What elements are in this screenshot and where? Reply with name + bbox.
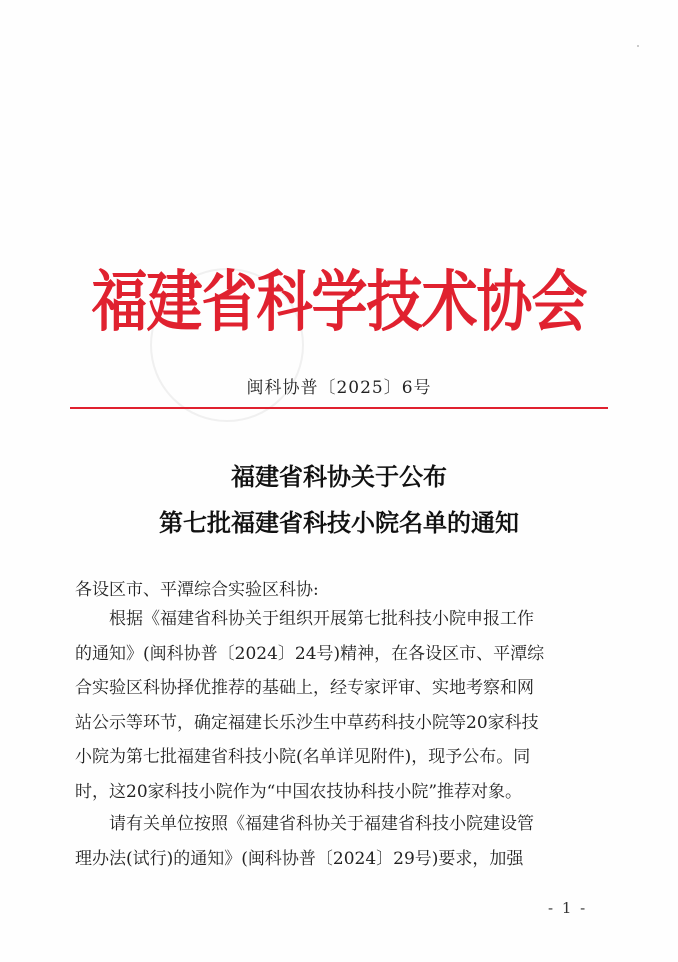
page-number: - 1 - [548, 899, 588, 917]
document-number: 闽科协普〔2025〕6号 [246, 378, 432, 398]
paragraph-2-line: 理办法(试行)的通知》(闽科协普〔2024〕29号)要求，加强 [75, 848, 524, 869]
paragraph-1-line: 站公示等环节，确定福建长乐沙生中草药科技小院等20家科技 [75, 712, 539, 733]
salutation: 各设区市、平潭综合实验区科协: [75, 580, 319, 600]
paragraph-1-line: 时，这20家科技小院作为“中国农技协科技小院”推荐对象。 [75, 781, 523, 802]
notice-title-line-1: 福建省科协关于公布 [231, 463, 447, 491]
issuing-org-header: 福建省科学技术协会 [91, 264, 587, 341]
paragraph-1-line: 的通知》(闽科协普〔2024〕24号)精神，在各设区市、平潭综 [75, 643, 545, 664]
paragraph-2 [75, 807, 605, 876]
notice-title-line-2: 第七批福建省科技小院名单的通知 [159, 509, 519, 537]
paragraph-1 [75, 602, 605, 809]
paragraph-1-line: 小院为第七批福建省科技小院(名单详见附件)，现予公布。同 [75, 747, 531, 767]
paragraph-2-line: 请有关单位按照《福建省科协关于福建省科技小院建设管 [109, 814, 534, 834]
paragraph-1-line: 根据《福建省科协关于组织开展第七批科技小院申报工作 [109, 609, 534, 629]
red-separator-line [70, 407, 608, 409]
scan-speck [637, 45, 639, 47]
paragraph-1-line: 合实验区科协择优推荐的基础上，经专家评审、实地考察和网 [75, 678, 534, 698]
